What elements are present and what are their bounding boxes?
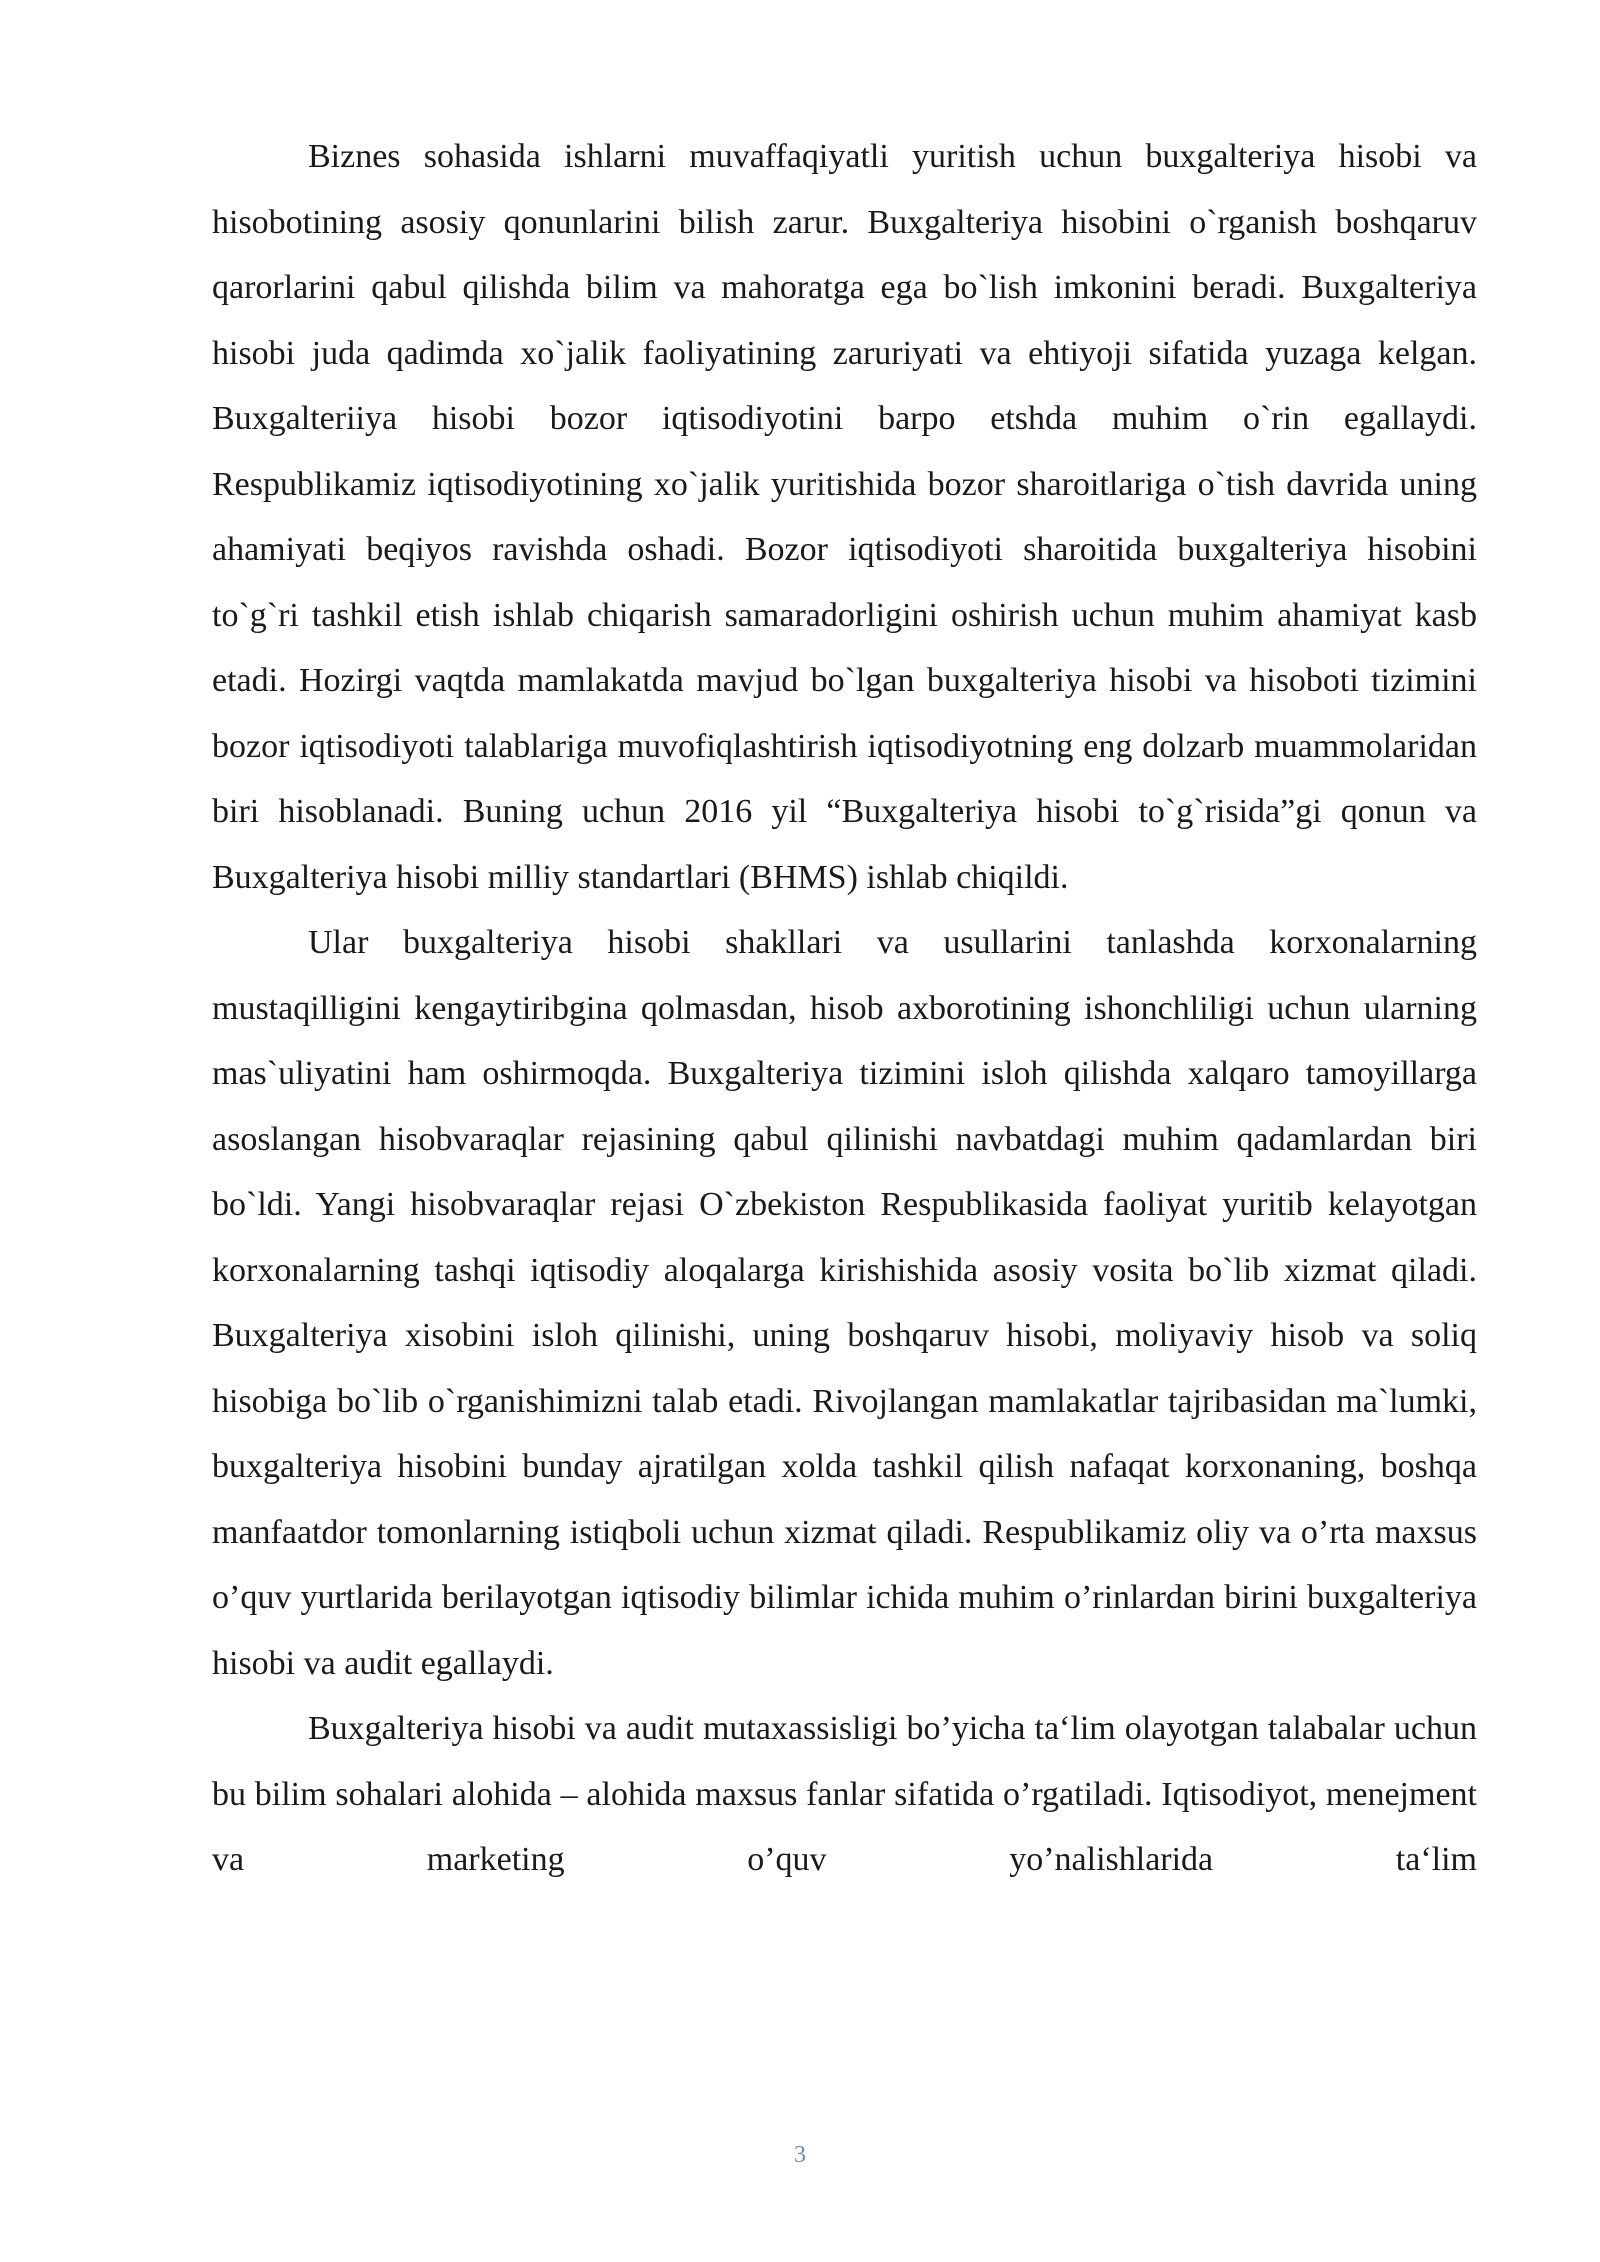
body-text xyxy=(212,124,1477,1893)
paragraph-2: Ular buxgalteriya hisobi shakllari va usullarini tanlashda korxonalarning mustaqilligini kengaytiribgina qolmasdan, hisob axborotining ishonchliligi uchun ularning mas`uliyatini ham oshirmoqda. Buxgalteriya tizimini isloh qilishda xalqaro tamoyillarga asoslangan hisobvaraqlar rejasining qabul qilinishi navbatdagi muhim qadamlardan biri bo`ldi. Yangi hisobvaraqlar rejasi O`zbekiston Respublikasida faoliyat yuritib kelayotgan korxonalarning tashqi iqtisodiy aloqalarga kirishishida asosiy vosita bo`lib xizmat qiladi. Buxgalteriya xisobini isloh qilinishi, uning boshqaruv hisobi, moliyaviy hisob va soliq hisobiga bo`lib o`rganishimizni talab etadi. Rivojlangan mamlakatlar tajribasidan ma`lumki, buxgalteriya hisobini bunday ajratilgan xolda tashkil qilish nafaqat korxonaning, boshqa manfaatdor tomonlarning istiqboli uchun xizmat qiladi. Respublikamiz oliy va o’rta maxsus o’quv yurtlarida berilayotgan iqtisodiy bilimlar ichida muhim o’rinlardan birini buxgalteriya hisobi va audit egallaydi. xyxy=(212,924,1477,1682)
paragraph-3: Buxgalteriya hisobi va audit mutaxassisligi bo’yicha ta‘lim olayotgan talabalar uchun bu bilim sohalari alohida – alohida maxsus fanlar sifatida o’rgatiladi. Iqtisodiyot, menejment va marketing o’quv yo’nalishlarida ta‘lim xyxy=(212,1710,1477,1878)
page-number: 3 xyxy=(794,2142,806,2168)
paragraph-1: Biznes sohasida ishlarni muvaffaqiyatli yuritish uchun buxgalteriya hisobi va hisobotining asosiy qonunlarini bilish zarur. Buxgalteriya hisobini o`rganish boshqaruv qarorlarini qabul qilishda bilim va mahoratga ega bo`lish imkonini beradi. Buxgalteriya hisobi juda qadimda xo`jalik faoliyatining zaruriyati va ehtiyoji sifatida yuzaga kelgan. Buxgalteriiya hisobi bozor iqtisodiyotini barpo etshda muhim o`rin egallaydi. Respublikamiz iqtisodiyotining xo`jalik yuritishida bozor sharoitlariga o`tish davrida uning ahamiyati beqiyos ravishda oshadi. Bozor iqtisodiyoti sharoitida buxgalteriya hisobini to`g`ri tashkil etish ishlab chiqarish samaradorligini oshirish uchun muhim ahamiyat kasb etadi. Hozirgi vaqtda mamlakatda mavjud bo`lgan buxgalteriya hisobi va hisoboti tizimini bozor iqtisodiyoti talablariga muvofiqlashtirish iqtisodiyotning eng dolzarb muammolaridan biri hisoblanadi. Buning uchun 2016 yil “Buxgalteriya hisobi to`g`risida”gi qonun va Buxgalteriya hisobi milliy standartlari (BHMS) ishlab chiqildi. xyxy=(212,138,1477,896)
